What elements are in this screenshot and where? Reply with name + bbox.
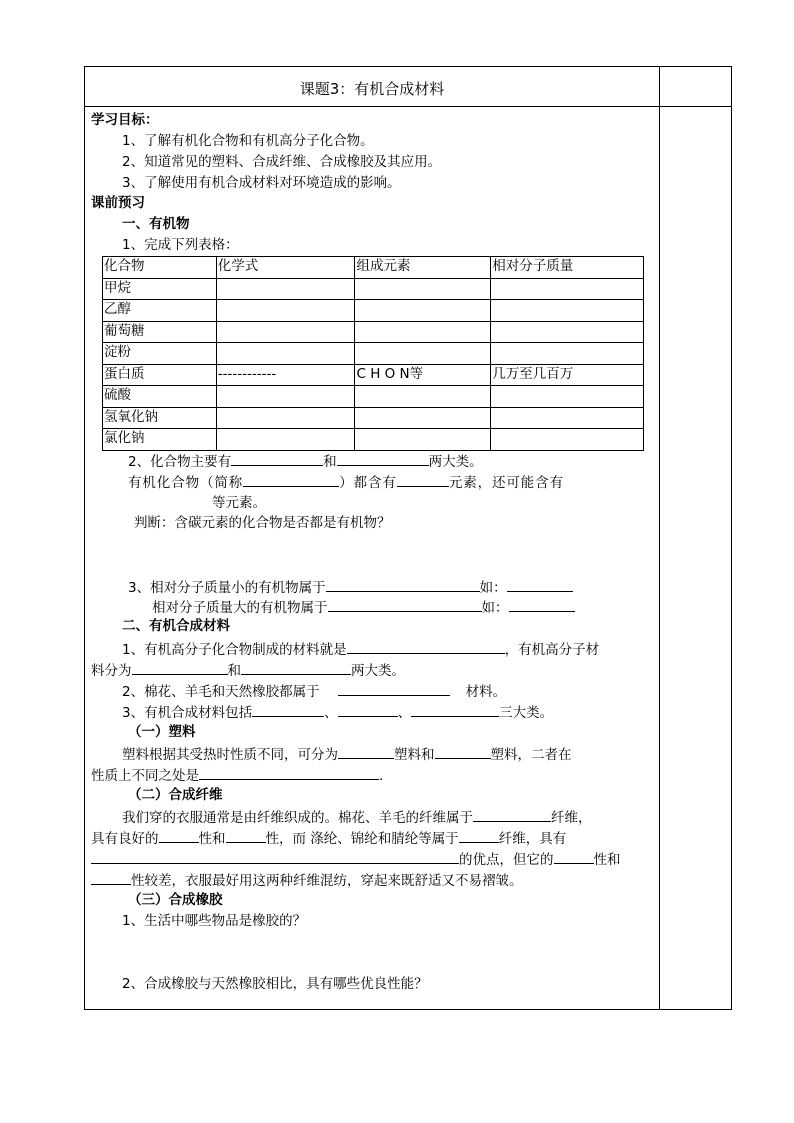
elements-cell[interactable] [355, 300, 491, 322]
table-task: 1、完成下列表格： [122, 237, 239, 253]
formula-cell[interactable] [216, 278, 355, 300]
compound-name: 氢氧化钠 [103, 407, 217, 429]
answer-blank[interactable] [347, 639, 505, 654]
mass-cell[interactable] [491, 429, 644, 451]
answer-blank[interactable] [473, 807, 551, 822]
elements-cell[interactable] [355, 278, 491, 300]
compound-name: 甲烷 [103, 278, 217, 300]
goal-item: 2、知道常见的塑料、合成纤维、合成橡胶及其应用。 [122, 154, 442, 170]
answer-blank[interactable] [435, 744, 491, 759]
mass-cell[interactable] [491, 278, 644, 300]
elements-cell[interactable] [355, 321, 491, 343]
preview-heading: 课前预习 [91, 195, 145, 211]
fiber-q1-cont2: 的优点，但它的 性和 [91, 849, 621, 869]
answer-blank[interactable] [91, 849, 459, 864]
answer-blank[interactable] [328, 597, 482, 612]
formula-cell[interactable] [216, 321, 355, 343]
formula-cell[interactable] [216, 429, 355, 451]
answer-blank[interactable] [509, 597, 575, 612]
page-frame [84, 66, 732, 1010]
elements-cell[interactable] [355, 407, 491, 429]
col-header: 相对分子质量 [491, 257, 644, 279]
mass-cell[interactable] [491, 343, 644, 365]
notes-column-divider [659, 67, 660, 1009]
answer-blank[interactable] [459, 828, 499, 843]
goal-item: 3、了解使用有机合成材料对环境造成的影响。 [122, 175, 401, 191]
answer-blank[interactable] [554, 849, 594, 864]
answer-blank[interactable] [411, 702, 499, 717]
answer-blank[interactable] [241, 660, 351, 675]
answer-blank[interactable] [226, 828, 266, 843]
table-row [103, 364, 644, 386]
col-header: 组成元素 [355, 257, 491, 279]
material-q3: 3、有机合成材料包括 、 、 三大类。 [122, 702, 553, 722]
goals-heading: 学习目标： [91, 112, 159, 128]
col-header: 化合物 [103, 257, 217, 279]
answer-blank[interactable] [338, 702, 398, 717]
formula-cell: ------------ [216, 364, 355, 386]
answer-blank[interactable] [132, 660, 228, 675]
answer-blank[interactable] [243, 472, 339, 487]
answer-blank[interactable] [231, 451, 323, 466]
rubber-q1: 1、生活中哪些物品是橡胶的？ [122, 913, 307, 929]
table-row [103, 300, 644, 322]
table-row [103, 321, 644, 343]
material-q2: 2、棉花、羊毛和天然橡胶都属于 材料。 [122, 681, 506, 701]
mass-cell: 几万至几百万 [491, 364, 644, 386]
judge-question: 判断：含碳元素的化合物是否都是有机物？ [134, 515, 391, 531]
table-header-row [103, 257, 644, 279]
answer-blank[interactable] [397, 472, 449, 487]
answer-blank[interactable] [199, 765, 379, 780]
answer-blank[interactable] [326, 577, 480, 592]
elements-cell[interactable] [355, 429, 491, 451]
question-3-small: 3、相对分子质量小的有机物属于 如： [128, 577, 573, 597]
section-organic: 一、有机物 [122, 216, 190, 232]
compound-name: 淀粉 [103, 343, 217, 365]
mass-cell[interactable] [491, 300, 644, 322]
mass-cell[interactable] [491, 321, 644, 343]
table-row [103, 407, 644, 429]
rubber-heading: （三）合成橡胶 [128, 892, 223, 908]
compound-name: 蛋白质 [103, 364, 217, 386]
material-q1-cont: 料分为 和 两大类。 [91, 660, 405, 680]
col-header: 化学式 [216, 257, 355, 279]
fiber-heading: （二）合成纤维 [128, 787, 223, 803]
compound-name: 氯化钠 [103, 429, 217, 451]
goal-item: 1、了解有机化合物和有机高分子化合物。 [122, 133, 374, 149]
plastic-q1: 塑料根据其受热时性质不同，可分为 塑料和 塑料，二者在 [122, 744, 572, 764]
elements-cell[interactable] [355, 343, 491, 365]
formula-cell[interactable] [216, 300, 355, 322]
mass-cell[interactable] [491, 386, 644, 408]
fiber-q1: 我们穿的衣服通常是由纤维织成的。棉花、羊毛的纤维属于 纤维， [122, 807, 592, 827]
answer-blank[interactable] [252, 702, 324, 717]
plastic-q1-cont: 性质上不同之处是 . [91, 765, 383, 785]
table-row [103, 429, 644, 451]
fiber-q1-cont3: 性较差，衣服最好用这两种纤维混纺，穿起来既舒适又不易褶皱。 [91, 870, 523, 890]
question-2-cont: 等元素。 [212, 495, 266, 511]
section-synthetic: 二、有机合成材料 [122, 618, 230, 634]
rubber-q2: 2、合成橡胶与天然橡胶相比，具有哪些优良性能？ [122, 976, 428, 992]
formula-cell[interactable] [216, 343, 355, 365]
answer-blank[interactable] [507, 577, 573, 592]
formula-cell[interactable] [216, 386, 355, 408]
mass-cell[interactable] [491, 407, 644, 429]
compound-name: 硫酸 [103, 386, 217, 408]
compound-table [102, 256, 644, 451]
question-2-organic: 有机化合物（简称 ）都含有 元素，还可能含有 [128, 472, 564, 492]
answer-blank[interactable] [338, 744, 394, 759]
answer-blank[interactable] [338, 681, 450, 696]
answer-blank[interactable] [337, 451, 429, 466]
page-title: 课题3：有机合成材料 [299, 80, 445, 98]
question-3-large: 相对分子质量大的有机物属于 如： [152, 597, 575, 617]
compound-name: 乙醇 [103, 300, 217, 322]
compound-name: 葡萄糖 [103, 321, 217, 343]
material-q1: 1、有机高分子化合物制成的材料就是 ，有机高分子材 [122, 639, 599, 659]
title-row [85, 67, 731, 107]
fiber-q1-cont: 具有良好的 性和 性，而 涤纶、锦纶和腈纶等属于 纤维，具有 [91, 828, 566, 848]
elements-cell: C H O N等 [355, 364, 491, 386]
table-row [103, 278, 644, 300]
table-row [103, 343, 644, 365]
answer-blank[interactable] [159, 828, 199, 843]
formula-cell[interactable] [216, 407, 355, 429]
table-row [103, 386, 644, 408]
answer-blank[interactable] [91, 870, 131, 885]
plastic-heading: （一）塑料 [128, 724, 196, 740]
question-2: 2、化合物主要有 和 两大类。 [128, 451, 483, 471]
elements-cell[interactable] [355, 386, 491, 408]
